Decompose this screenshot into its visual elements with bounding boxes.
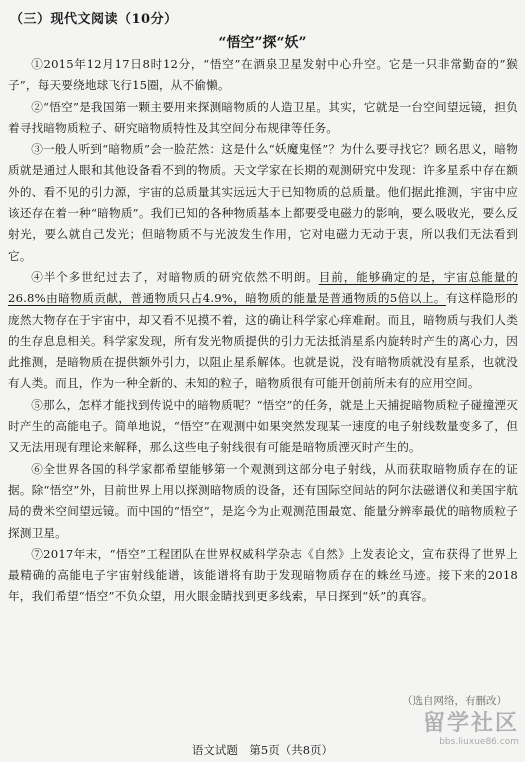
paragraph-6: ⑥全世界各国的科学家都希望能够第一个观测到这部分电子射线，从而获取暗物质存在的证据。除“悟空”外，目前世界上用以探测暗物质的设备，还有国际空间站的阿尔法磁谱仪和美国宇航局的费米空间望远镜。而中国的“悟空”，是迄今为止观测范围最宽、能量分辨率最优的暗物质粒子探测卫星。: [8, 461, 518, 540]
article-title: “悟空”探“妖”: [218, 35, 307, 51]
watermark-logo: [423, 706, 519, 747]
paragraph-1: ①2015年12月17日8时12分，“悟空”在酒泉卫星发射中心升空。它是一只非常勤奋的“猴子”，每天要绕地球飞行15圈，从不偷懒。: [8, 57, 518, 93]
paragraph-7: ⑦2017年末，“悟空”工程团队在世界权威科学杂志《自然》上发表论文，宣布获得了世界上最精确的高能电子宇宙射线能谱，该能谱将有助于发现暗物质存在的蛛丝马迹。接下来的2018年，我们希望“悟空”不负众望，用火眼金睛找到更多线索，早日探到“妖”的真容。: [8, 546, 518, 604]
page-footer: 语文试题 第5页（共8页）: [191, 743, 334, 757]
paragraph-4-tail: 有这样隐形的庞然大物存在于宇宙中，却又看不见摸不着，这的确让科学家心痒难耐。而且，暗物质与我们人类的生存息息相关。科学家发现，所有发光物质提供的引力无法抵消星系内旋转时产生的离心力，因此推测，是暗物质在提供额外引力，以阻止星系解体。也就是说，没有暗物质就没有星系，也就没有人类。而且，作为一种全新的、未知的粒子，暗物质很有可能开创前所未有的应用空间。: [8, 291, 518, 391]
paragraph-4-lead: ④半个多世纪过去了，对暗物质的研究依然不明朗。: [31, 269, 319, 284]
watermark-logo-text: 留学社区: [422, 711, 519, 736]
paragraph-5: ⑤那么，怎样才能找到传说中的暗物质呢？“悟空”的任务，就是上天捕捉暗物质粒子碰撞湮灭时产生的高能电子。简单地说，“悟空”在观测中如果突然发现某一速度的电子射线数量变多了，但又无法用现有理论来解释，那么这些电子射线很有可能是暗物质湮灭时产生的。: [8, 397, 518, 455]
source-note: （选自网络，有删改）: [402, 695, 507, 707]
watermark-url: bbs.liuxue86.com: [439, 737, 519, 747]
paragraph-3: ③一般人听到“暗物质”会一脸茫然：这是什么“妖魔鬼怪”？为什么要寻找它？顾名思义，暗物质就是通过人眼和其他设备看不到的物质。天文学家在长期的观测研究中发现：许多星系中存在额外的、看不见的引力源，宇宙的总质量其实远远大于已知物质的总质量。他们据此推测，宇宙中应该还存在着一种“暗物质”。我们已知的各种物质基本上都要受电磁力的影响，要么吸收光，要么反射光，要么就自己发光；但暗物质不与光波发生作用，它对电磁力无动于衷，所以我们无法看到它。: [8, 142, 518, 263]
paragraph-2: ②“悟空”是我国第一颗主要用来探测暗物质的人造卫星。其实，它就是一台空间望远镜，担负着寻找暗物质粒子、研究暗物质特性及其空间分布规律等任务。: [8, 99, 518, 135]
article-body: [8, 54, 518, 608]
section-title: （三）现代文阅读（10分）: [10, 12, 178, 27]
paragraph-4: [8, 267, 518, 395]
paragraph-4-underlined: 目前，能够确定的是，宇宙总能量的26.8%由暗物质贡献，普通物质只占4.9%，暗物质的能量是普通物质的5倍以上。: [8, 269, 519, 306]
